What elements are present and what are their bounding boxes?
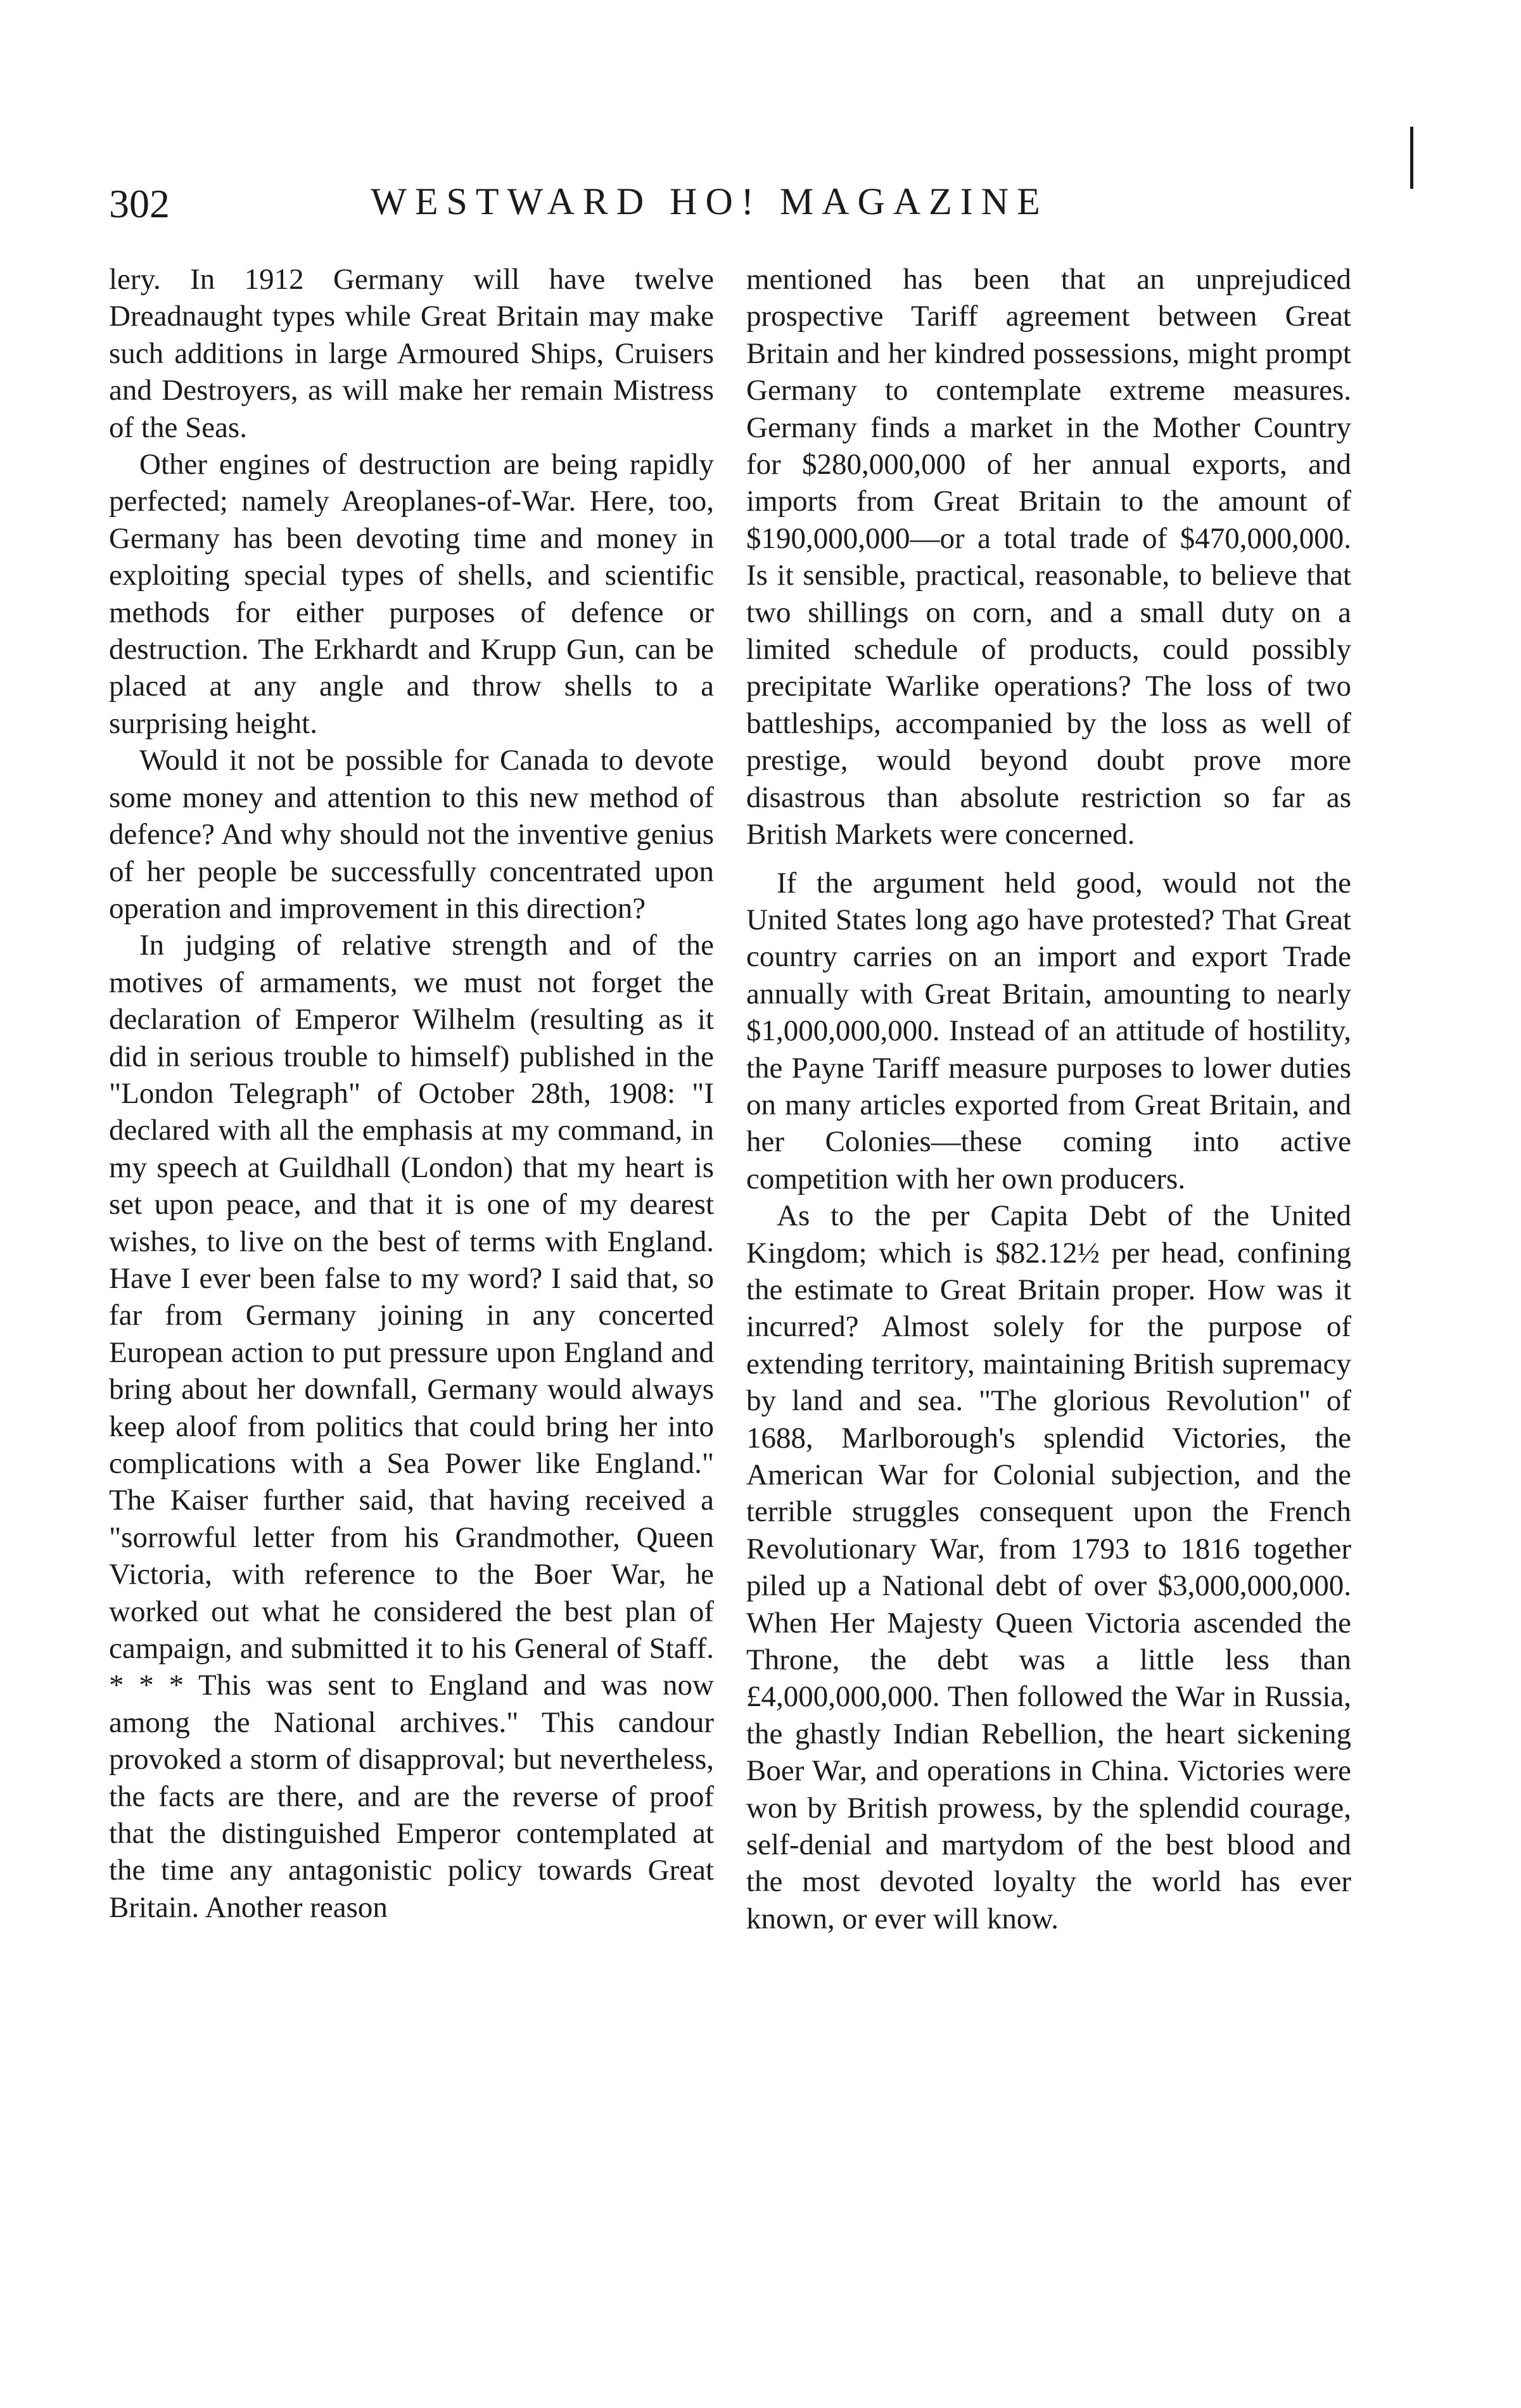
paragraph: In judging of relative strength and of the motives of armaments, we must not forget the declaration of Emperor Wilhelm (resulting as it did in serious trouble to himself) published in the "London Telegraph" of October 28th, 1908: "I declared with all the emphasis at my command, in my speech at Guildhall (London) that my heart is set upon peace, and that it is one of my dearest wishes, to live on the best of terms with England. Have I ever been false to my word? I said that, so far from Germany joining in any concerted European action to put pressure upon England and bring about her downfall, Germany would always keep aloof from politics that could bring her into complications with a Sea Power like England." The Kaiser further said, that having received a "sorrowful letter from his Grandmother, Queen Victoria, with reference to the Boer War, he worked out what he considered the best plan of campaign, and submitted it to his General of Staff. * * * This was sent to England and was now among the National archives." This candour provoked a storm of disapproval; but nevertheless, the facts are there, and are the reverse of proof that the distinguished Emperor contemplated at the time any antagonistic policy towards Great Britain. Another reason [109,929,714,1924]
margin-rule-mark [1410,127,1413,189]
running-title: WESTWARD HO! MAGAZINE [371,181,1048,222]
page-number: 302 [109,181,170,226]
paragraph: Other engines of destruction are being rapidly perfected; namely Areoplanes-of-War. Here, too, Germany has been devoting time and money in exploiting special types of shells, and scientific methods for either purposes of defence or destruction. The Erkhardt and Krupp Gun, can be placed at any angle and throw shells to a surprising height. [109,448,714,740]
left-text-column [109,261,714,2339]
paragraph: lery. In 1912 Germany will have twelve Dreadnaught types while Great Britain may make such additions in large Armoured Ships, Cruisers and Destroyers, as will make her remain Mistress of the Seas. [109,263,714,444]
paragraph: Would it not be possible for Canada to devote some money and attention to this new method of defence? And why should not the inventive genius of her people be successfully concentrated upon operation and improvement in this direction? [109,744,714,925]
right-text-column [746,261,1351,2339]
paragraph: If the argument held good, would not the United States long ago have protested? That Great country carries on an import and export Trade annually with Great Britain, amounting to nearly $1,000,000,000. Instead of an attitude of hostility, the Payne Tariff measure purposes to lower duties on many articles exported from Great Britain, and her Colonies—these coming into active competition with her own producers. [746,866,1351,1195]
paragraph: As to the per Capita Debt of the United Kingdom; which is $82.12½ per head, confining the estimate to Great Britain proper. How was it incurred? Almost solely for the purpose of extending territory, maintaining British supremacy by land and sea. "The glorious Revolution" of 1688, Marlborough's splendid Victories, the American War for Colonial subjection, and the terrible struggles consequent upon the French Revolutionary War, from 1793 to 1816 together piled up a National debt of over $3,000,000,000. When Her Majesty Queen Victoria ascended the Throne, the debt was a little less than £4,000,000,000. Then followed the War in Russia, the ghastly Indian Rebellion, the heart sickening Boer War, and operations in China. Victories were won by British prowess, by the splendid courage, self-denial and martydom of the best blood and the most devoted loyalty the world has ever known, or ever will know. [746,1199,1351,1935]
paragraph: mentioned has been that an unprejudiced prospective Tariff agreement between Great Britain and her kindred possessions, might prompt Germany to contemplate extreme measures. Germany finds a market in the Mother Country for $280,000,000 of her annual exports, and imports from Great Britain to the amount of $190,000,000—or a total trade of $470,000,000. Is it sensible, practical, reasonable, to believe that two shillings on corn, and a small duty on a limited schedule of products, could possibly precipitate Warlike operations? The loss of two battleships, accompanied by the loss as well of prestige, would beyond doubt prove more disastrous than absolute restriction so far as British Markets were concerned. [746,263,1351,851]
